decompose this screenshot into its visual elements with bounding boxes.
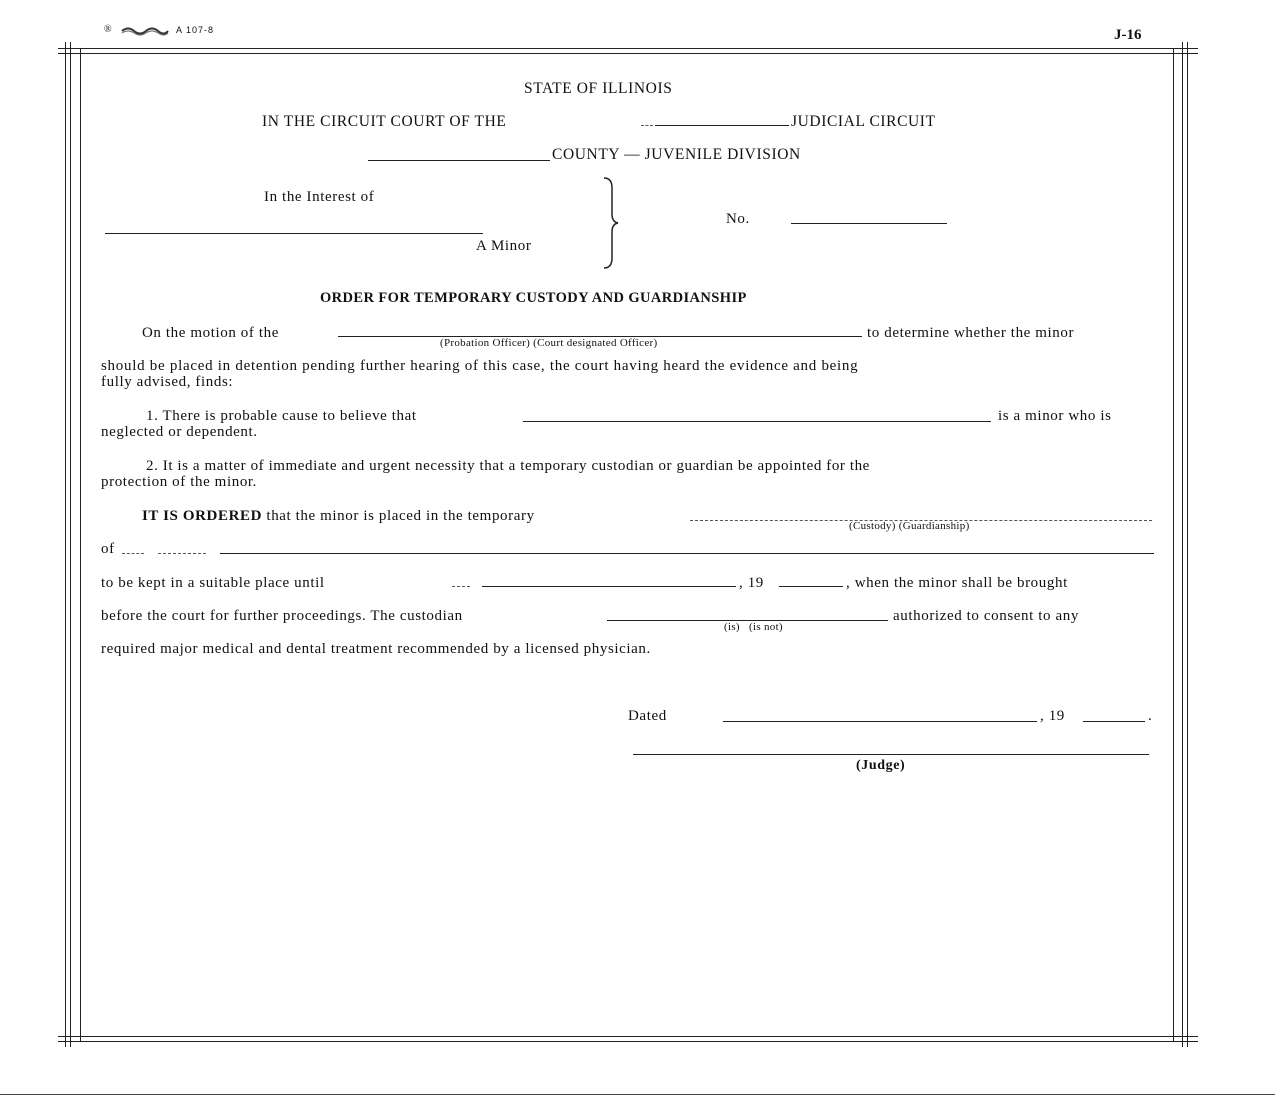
before-caption: (is) (is not) (724, 621, 783, 633)
motion-suffix: to determine whether the minor (867, 325, 1075, 341)
motion-prefix: On the motion of the (142, 325, 279, 341)
registered-mark-icon: ® (104, 24, 112, 35)
finding-1-suffix: is a minor who is (998, 408, 1112, 424)
judge-signature-field[interactable] (633, 754, 1149, 755)
a-minor-label: A Minor (476, 238, 532, 254)
kept-prefix: to be kept in a suitable place until (101, 575, 325, 591)
before-prefix: before the court for further proceedings. The custodian (101, 608, 463, 624)
scan-edge-line (0, 1094, 1275, 1095)
publisher-logo (120, 26, 170, 36)
form-id: J-16 (1114, 27, 1142, 43)
dated-date-field[interactable] (723, 721, 1037, 722)
finding-2-line-1: 2. It is a matter of immediate and urgent necessity that a temporary custodian or guardian be appointed for the (146, 458, 870, 474)
finding-2-line-2: protection of the minor. (101, 474, 258, 490)
kept-date-field[interactable] (482, 586, 736, 587)
ordered-caption: (Custody) (Guardianship) (849, 520, 970, 532)
form-code: A 107-8 (176, 25, 215, 35)
order-title: ORDER FOR TEMPORARY CUSTODY AND GUARDIANSHIP (320, 290, 747, 306)
dated-year-field[interactable] (1083, 721, 1145, 722)
judge-label: (Judge) (856, 758, 906, 773)
state-heading: STATE OF ILLINOIS (524, 80, 673, 97)
finding-1-name-field[interactable] (523, 421, 991, 422)
caption-brace (600, 176, 622, 270)
motion-caption: (Probation Officer) (Court designated Officer) (440, 337, 658, 349)
required-line: required major medical and dental treatment recommended by a licensed physician. (101, 641, 651, 657)
county-field[interactable] (368, 160, 550, 161)
dated-label: Dated (628, 708, 667, 724)
court-suffix: JUDICIAL CIRCUIT (791, 113, 936, 130)
custodian-name-field[interactable] (220, 553, 1154, 554)
interest-of-label: In the Interest of (264, 189, 375, 205)
dated-year-end: . (1148, 708, 1153, 724)
motion-line-2: should be placed in detention pending further hearing of this case, the court having heard the evidence and being (101, 358, 859, 374)
ordered-rest: that the minor is placed in the temporary (266, 508, 535, 524)
of-label: of (101, 541, 115, 557)
dated-year-prefix: , 19 (1040, 708, 1065, 724)
kept-suffix: , when the minor shall be brought (846, 575, 1068, 591)
finding-1-prefix: 1. There is probable cause to believe that (146, 408, 417, 424)
minor-name-field[interactable] (105, 233, 483, 234)
court-prefix: IN THE CIRCUIT COURT OF THE (262, 113, 507, 130)
case-no-label: No. (726, 211, 750, 227)
case-no-field[interactable] (791, 223, 947, 224)
county-heading: COUNTY — JUVENILE DIVISION (552, 146, 801, 163)
finding-1-line-2: neglected or dependent. (101, 424, 258, 440)
ordered-bold: IT IS ORDERED (142, 508, 263, 524)
motion-line-3: fully advised, finds: (101, 374, 234, 390)
ordered-text (142, 508, 535, 525)
kept-year-field[interactable] (779, 586, 843, 587)
before-suffix: authorized to consent to any (893, 608, 1079, 624)
kept-year-prefix: , 19 (739, 575, 764, 591)
judicial-circuit-field[interactable] (655, 125, 789, 126)
